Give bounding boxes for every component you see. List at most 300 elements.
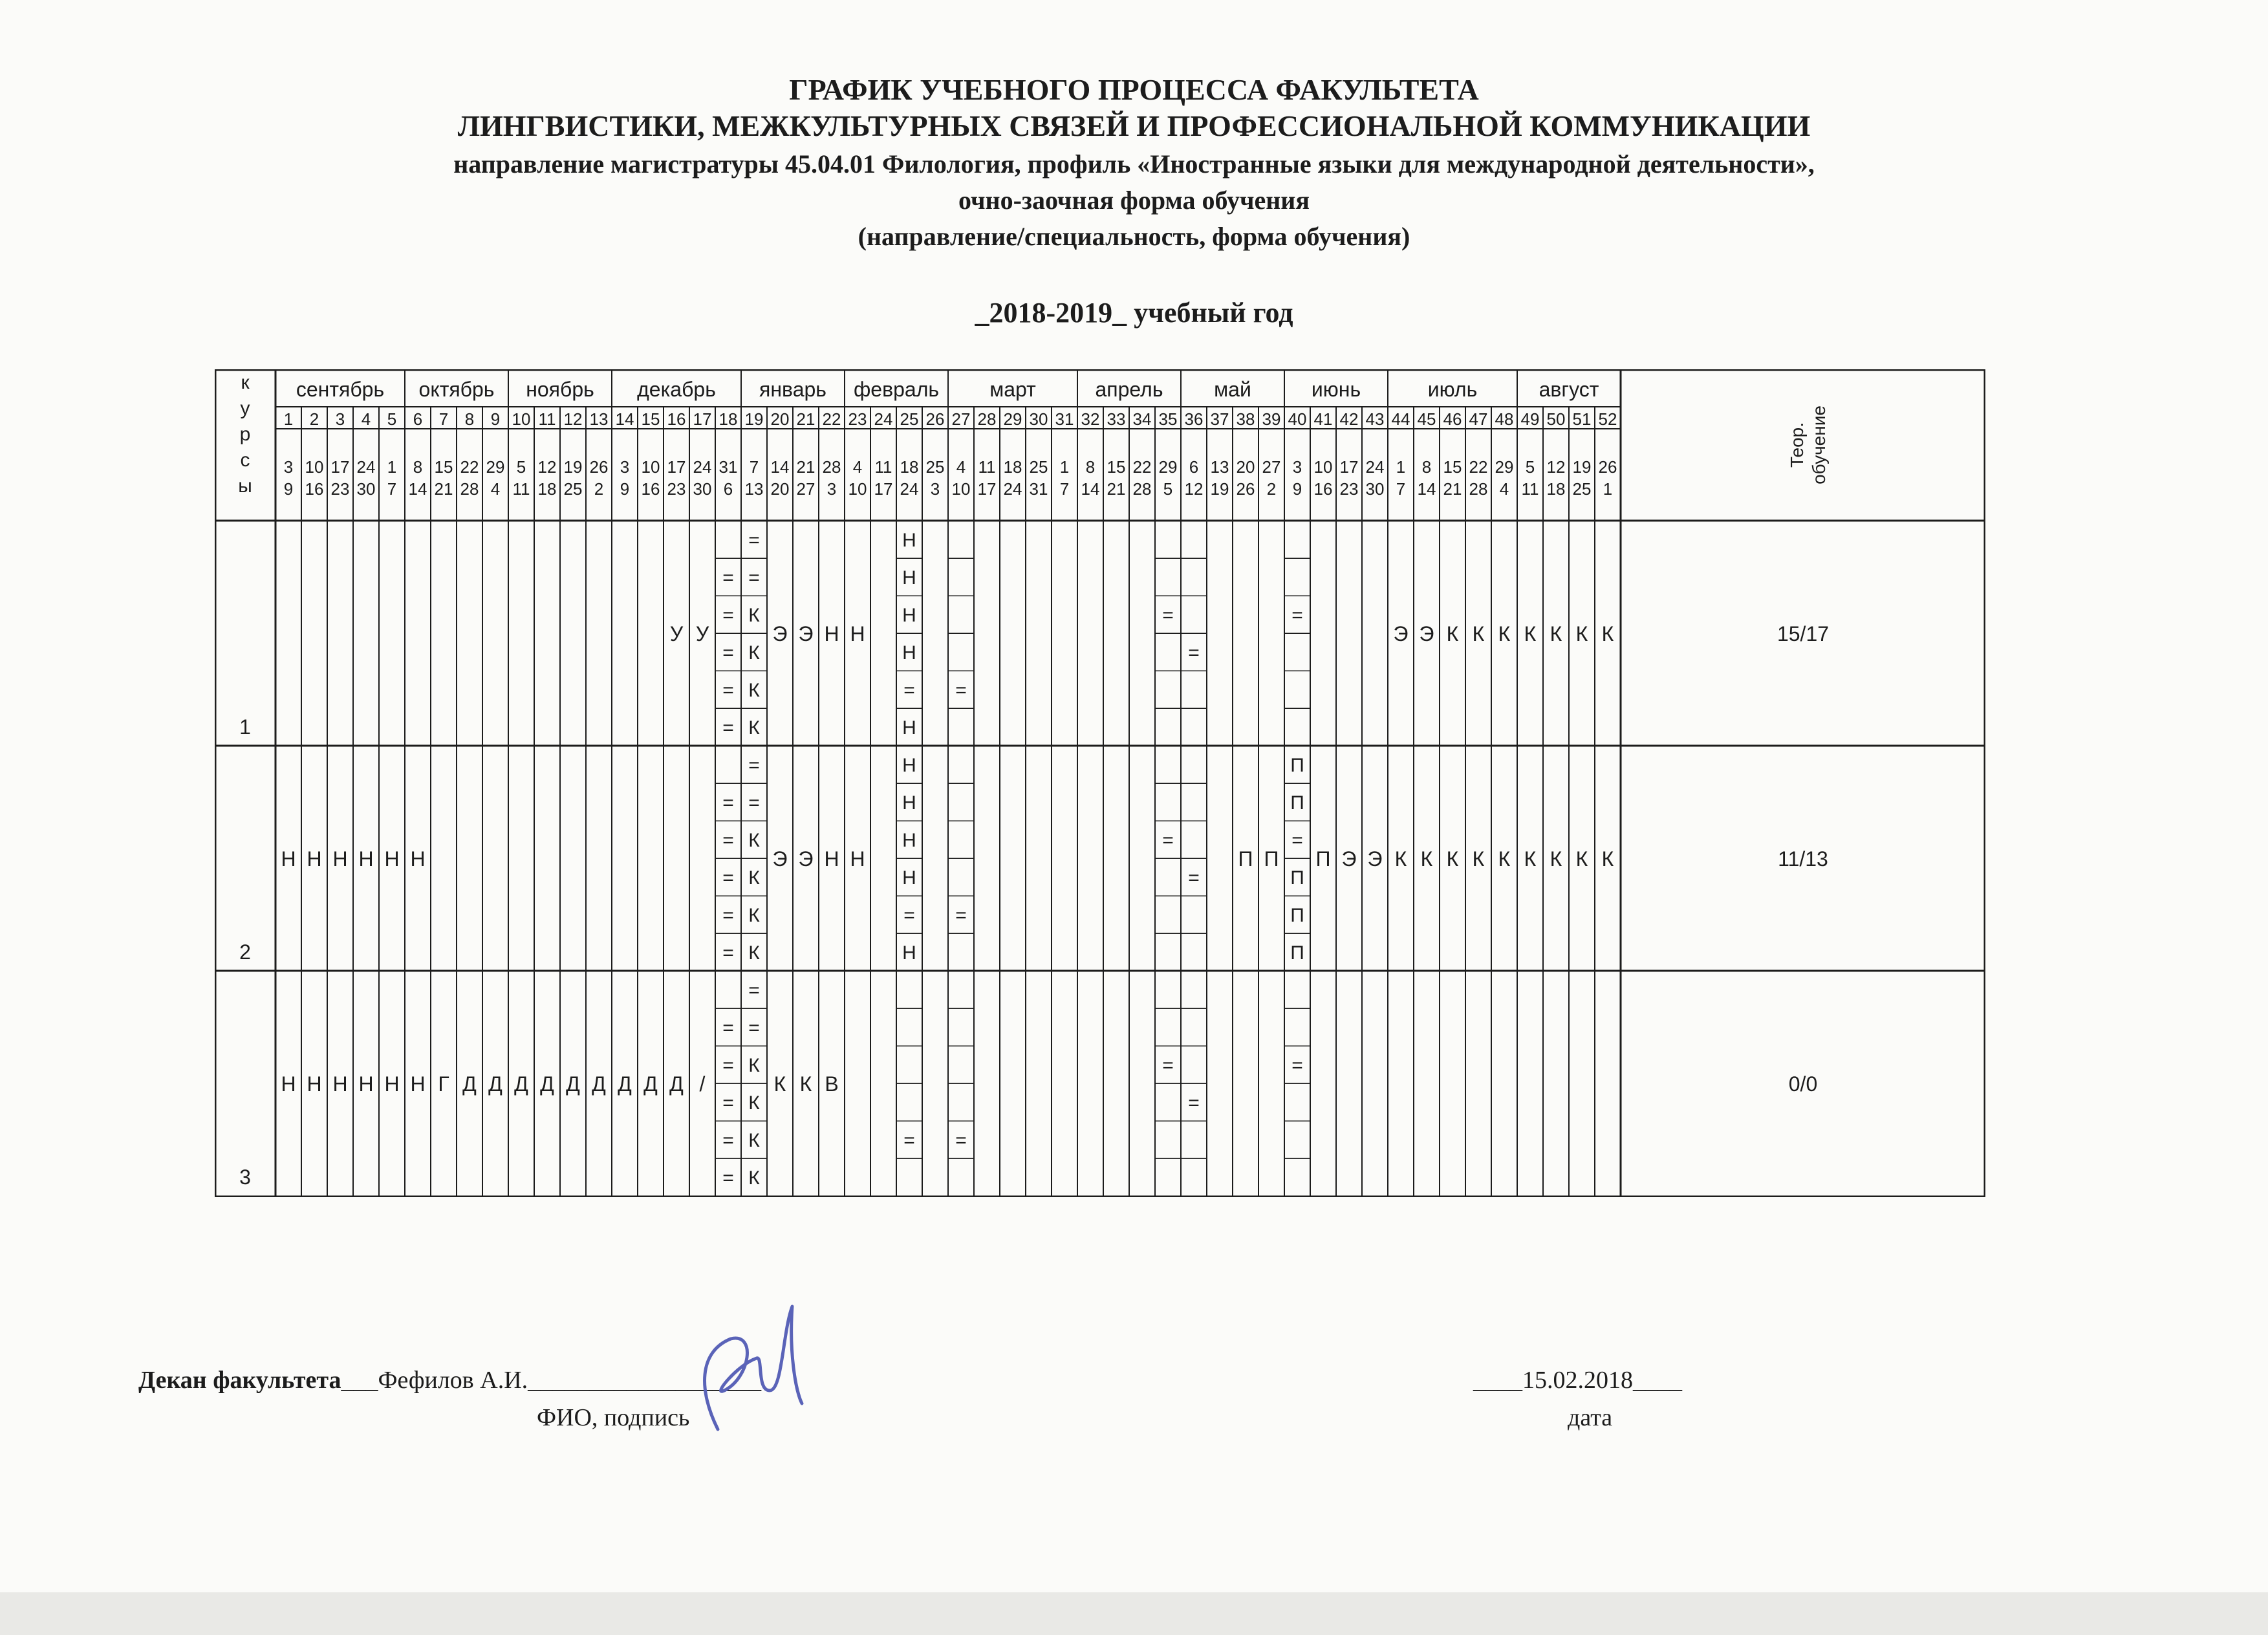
day-mark: =	[722, 830, 734, 851]
week-date-end: 26	[1236, 479, 1255, 499]
week-date-start: 6	[1189, 457, 1199, 477]
day-mark: К	[748, 1167, 760, 1189]
week-date-end: 9	[283, 479, 294, 499]
week-date-start: 31	[718, 457, 738, 477]
day-mark: =	[722, 717, 734, 739]
day-mark: =	[748, 530, 760, 551]
week-date-start: 24	[1365, 457, 1385, 477]
week-date-start: 11	[874, 457, 892, 477]
week-number: 5	[387, 409, 397, 429]
week-mark: Э	[1341, 847, 1357, 871]
week-date-end: 2	[1266, 479, 1277, 499]
week-mark: К	[1498, 622, 1511, 645]
week-mark: Н	[824, 847, 839, 871]
week-mark: К	[1472, 847, 1485, 871]
week-mark: Н	[332, 1072, 348, 1096]
week-date-end: 24	[1003, 479, 1022, 499]
week-date-end: 23	[1339, 479, 1359, 499]
week-number: 33	[1107, 409, 1126, 429]
week-date-start: 15	[1107, 457, 1126, 477]
academic-year: _2018-2019_ учебный год	[975, 297, 1293, 329]
day-mark: =	[1188, 642, 1200, 664]
day-mark: К	[748, 830, 760, 851]
day-mark: К	[748, 642, 760, 664]
week-date-start: 8	[1085, 457, 1096, 477]
week-mark: Н	[410, 1072, 426, 1096]
week-date-start: 22	[1469, 457, 1488, 477]
week-number: 13	[589, 409, 609, 429]
week-mark: Д	[540, 1072, 554, 1096]
week-date-start: 19	[1572, 457, 1592, 477]
week-date-end: 11	[512, 479, 530, 499]
week-number: 21	[796, 409, 815, 429]
day-mark: =	[1188, 1092, 1200, 1114]
week-mark: Н	[850, 847, 865, 871]
week-date-start: 10	[641, 457, 660, 477]
week-date-start: 21	[796, 457, 815, 477]
day-mark: К	[748, 680, 760, 701]
table-border	[215, 370, 1985, 1196]
day-mark: =	[722, 792, 734, 814]
week-date-end: 21	[434, 479, 453, 499]
day-mark: =	[748, 567, 760, 589]
week-number: 39	[1262, 409, 1281, 429]
week-date-end: 28	[1469, 479, 1488, 499]
day-mark: К	[748, 1130, 760, 1151]
week-mark: Н	[307, 1072, 322, 1096]
week-mark: Н	[824, 622, 839, 645]
dean-label: Декан факультета	[138, 1367, 341, 1394]
week-date-start: 27	[1262, 457, 1281, 477]
week-date-start: 8	[413, 457, 423, 477]
scan-edge	[0, 1592, 2268, 1635]
week-mark: К	[1601, 847, 1614, 871]
week-date-start: 1	[1059, 457, 1070, 477]
week-date-end: 2	[594, 479, 604, 499]
week-mark: К	[1524, 622, 1537, 645]
date-value: 15.02.2018	[1522, 1367, 1633, 1394]
month-label: январь	[759, 378, 826, 401]
week-date-end: 28	[1132, 479, 1152, 499]
week-date-end: 31	[1029, 479, 1048, 499]
day-mark: К	[748, 717, 760, 739]
week-number: 8	[464, 409, 475, 429]
week-date-end: 12	[1184, 479, 1204, 499]
week-date-end: 23	[330, 479, 350, 499]
week-mark: Н	[850, 622, 865, 645]
week-number: 23	[848, 409, 867, 429]
week-date-start: 25	[925, 457, 945, 477]
week-date-end: 18	[537, 479, 557, 499]
week-mark: К	[1550, 847, 1562, 871]
week-mark: Э	[798, 847, 814, 871]
course-header-letter: у	[240, 398, 250, 419]
day-mark: =	[1291, 830, 1303, 851]
week-mark: У	[669, 622, 684, 645]
week-date-start: 13	[1210, 457, 1229, 477]
week-number: 26	[925, 409, 945, 429]
week-date-start: 29	[1158, 457, 1178, 477]
week-date-start: 18	[1003, 457, 1022, 477]
week-number: 51	[1572, 409, 1592, 429]
week-date-end: 10	[951, 479, 971, 499]
week-number: 48	[1495, 409, 1514, 429]
week-date-start: 28	[822, 457, 841, 477]
day-mark: =	[722, 1130, 734, 1151]
week-number: 41	[1313, 409, 1333, 429]
theory-weeks-value: 15/17	[1777, 622, 1830, 645]
week-date-end: 14	[408, 479, 427, 499]
week-date-start: 17	[330, 457, 350, 477]
week-mark: П	[1315, 847, 1331, 871]
week-date-end: 10	[848, 479, 867, 499]
month-label: август	[1539, 378, 1599, 401]
week-number: 28	[977, 409, 997, 429]
week-mark: П	[1264, 847, 1279, 871]
week-date-start: 14	[770, 457, 790, 477]
week-mark: К	[1601, 622, 1614, 645]
study-form-line: очно-заочная форма обучения	[958, 186, 1310, 215]
week-date-end: 1	[1603, 479, 1613, 499]
week-number: 12	[563, 409, 583, 429]
theory-header-line: Теор.	[1787, 422, 1807, 468]
week-date-start: 5	[1525, 457, 1535, 477]
day-mark: =	[955, 1130, 967, 1151]
month-label: декабрь	[637, 378, 716, 401]
week-mark: Д	[592, 1072, 606, 1096]
week-number: 29	[1003, 409, 1022, 429]
week-date-end: 27	[796, 479, 815, 499]
theory-weeks-value: 0/0	[1788, 1072, 1818, 1096]
week-date-start: 25	[1029, 457, 1048, 477]
week-date-end: 14	[1081, 479, 1100, 499]
day-mark: =	[748, 792, 760, 814]
week-number: 42	[1339, 409, 1359, 429]
fio-caption: ФИО, подпись	[537, 1404, 690, 1431]
month-label: сентябрь	[296, 378, 385, 401]
week-date-start: 5	[516, 457, 526, 477]
day-mark: =	[722, 642, 734, 664]
week-mark: Э	[1419, 622, 1434, 645]
week-mark: К	[1446, 847, 1459, 871]
day-mark: =	[722, 605, 734, 626]
week-number: 50	[1546, 409, 1566, 429]
week-date-end: 19	[1210, 479, 1229, 499]
week-mark: Д	[669, 1072, 684, 1096]
week-date-end: 7	[1396, 479, 1406, 499]
signature-image	[673, 1294, 828, 1449]
week-date-start: 12	[537, 457, 557, 477]
week-date-end: 11	[1521, 479, 1539, 499]
day-mark: =	[722, 1017, 734, 1039]
week-mark: Н	[384, 847, 400, 871]
week-date-end: 30	[356, 479, 376, 499]
week-date-end: 21	[1443, 479, 1462, 499]
day-mark: К	[748, 1092, 760, 1114]
week-mark: Н	[307, 847, 322, 871]
week-number: 36	[1184, 409, 1204, 429]
day-mark: =	[1162, 1055, 1174, 1076]
month-label: июль	[1427, 378, 1478, 401]
week-date-start: 4	[956, 457, 966, 477]
week-mark: Э	[772, 847, 788, 871]
week-date-end: 7	[387, 479, 397, 499]
week-mark: Д	[462, 1072, 477, 1096]
day-mark: =	[1291, 605, 1303, 626]
week-mark: Д	[514, 1072, 528, 1096]
week-number: 4	[361, 409, 371, 429]
week-date-end: 3	[826, 479, 837, 499]
week-number: 10	[512, 409, 531, 429]
program-line: направление магистратуры 45.04.01 Филология, профиль «Иностранные языки для международной деятельности»,	[453, 149, 1815, 179]
week-date-end: 5	[1163, 479, 1173, 499]
day-mark: =	[748, 980, 760, 1001]
day-mark: =	[722, 905, 734, 926]
week-date-start: 17	[667, 457, 686, 477]
week-mark: Д	[618, 1072, 632, 1096]
week-mark: Н	[358, 847, 374, 871]
day-mark: К	[748, 605, 760, 626]
week-date-end: 17	[977, 479, 997, 499]
week-date-end: 4	[1499, 479, 1509, 499]
course-number: 3	[239, 1165, 251, 1189]
day-mark: К	[748, 905, 760, 926]
week-mark: Н	[358, 1072, 374, 1096]
week-number: 22	[822, 409, 841, 429]
week-number: 35	[1158, 409, 1178, 429]
day-mark: =	[748, 1017, 760, 1039]
week-date-start: 7	[749, 457, 759, 477]
title-line-2: ЛИНГВИСТИКИ, МЕЖКУЛЬТУРНЫХ СВЯЗЕЙ И ПРОФЕССИОНАЛЬНОЙ КОММУНИКАЦИИ	[457, 109, 1811, 142]
week-number: 25	[900, 409, 919, 429]
week-date-start: 10	[1313, 457, 1333, 477]
week-date-end: 16	[641, 479, 660, 499]
week-date-start: 26	[1598, 457, 1617, 477]
week-mark: /	[699, 1072, 706, 1096]
week-mark: Э	[1393, 622, 1409, 645]
week-date-end: 28	[460, 479, 479, 499]
week-mark: К	[1524, 847, 1537, 871]
week-number: 37	[1210, 409, 1229, 429]
day-mark: К	[748, 942, 760, 964]
week-date-start: 8	[1421, 457, 1432, 477]
day-mark: =	[722, 1055, 734, 1076]
week-number: 45	[1417, 409, 1436, 429]
day-mark: =	[955, 905, 967, 926]
week-date-start: 20	[1236, 457, 1255, 477]
week-mark: Г	[438, 1072, 449, 1096]
week-mark: К	[1575, 622, 1588, 645]
week-mark: К	[799, 1072, 812, 1096]
theory-header	[1787, 406, 1829, 484]
week-date-end: 16	[1313, 479, 1333, 499]
day-mark: =	[903, 680, 915, 701]
week-date-end: 20	[770, 479, 790, 499]
month-label: май	[1214, 378, 1251, 401]
course-header-letter: р	[239, 424, 251, 445]
week-date-start: 10	[305, 457, 324, 477]
week-date-start: 22	[1132, 457, 1152, 477]
week-mark: П	[1238, 847, 1253, 871]
course-header-letter: ы	[238, 475, 252, 497]
week-mark: Д	[566, 1072, 580, 1096]
week-date-start: 15	[1443, 457, 1462, 477]
week-date-start: 11	[978, 457, 996, 477]
week-date-end: 9	[620, 479, 630, 499]
week-mark: К	[1394, 847, 1407, 871]
day-mark: Н	[902, 605, 916, 626]
day-mark: =	[1291, 1055, 1303, 1076]
day-mark: Н	[902, 867, 916, 889]
day-mark: =	[903, 905, 915, 926]
course-header-letter: к	[241, 372, 250, 393]
week-mark: В	[825, 1072, 839, 1096]
month-label: октябрь	[418, 378, 495, 401]
day-mark: =	[722, 1167, 734, 1189]
day-mark: Н	[902, 830, 916, 851]
week-number: 19	[744, 409, 764, 429]
day-mark: Н	[902, 942, 916, 964]
week-date-start: 24	[693, 457, 712, 477]
week-mark: Н	[410, 847, 426, 871]
week-number: 18	[718, 409, 738, 429]
day-mark: =	[903, 1130, 915, 1151]
day-mark: К	[748, 867, 760, 889]
week-date-start: 29	[486, 457, 505, 477]
week-number: 24	[874, 409, 893, 429]
week-date-start: 3	[620, 457, 630, 477]
day-mark: =	[1188, 867, 1200, 889]
week-date-end: 21	[1107, 479, 1126, 499]
week-number: 30	[1029, 409, 1048, 429]
day-mark: =	[722, 942, 734, 964]
week-mark: Д	[643, 1072, 658, 1096]
week-number: 46	[1443, 409, 1462, 429]
dean-name: Фефилов А.И.	[378, 1367, 528, 1394]
week-date-end: 23	[667, 479, 686, 499]
day-mark: =	[722, 680, 734, 701]
week-date-start: 22	[460, 457, 479, 477]
week-number: 47	[1469, 409, 1488, 429]
week-number: 3	[335, 409, 345, 429]
week-number: 43	[1365, 409, 1385, 429]
week-date-end: 30	[1365, 479, 1385, 499]
week-number: 1	[283, 409, 294, 429]
week-date-end: 25	[1572, 479, 1592, 499]
day-mark: =	[1162, 605, 1174, 626]
day-mark: П	[1290, 942, 1304, 964]
month-label: февраль	[853, 378, 940, 401]
week-mark: К	[1446, 622, 1459, 645]
course-number: 1	[239, 715, 251, 739]
week-date-end: 3	[930, 479, 940, 499]
week-number: 32	[1081, 409, 1100, 429]
day-mark: =	[722, 1092, 734, 1114]
week-mark: К	[773, 1072, 786, 1096]
day-mark: Н	[902, 792, 916, 814]
week-date-start: 29	[1495, 457, 1514, 477]
week-date-end: 9	[1292, 479, 1302, 499]
month-label: ноябрь	[526, 378, 594, 401]
day-mark: Н	[902, 755, 916, 776]
day-mark: =	[722, 867, 734, 889]
title-line-1: ГРАФИК УЧЕБНОГО ПРОЦЕССА ФАКУЛЬТЕТА	[789, 73, 1479, 106]
week-date-end: 18	[1546, 479, 1566, 499]
week-number: 38	[1236, 409, 1255, 429]
week-date-end: 24	[900, 479, 919, 499]
week-date-end: 7	[1059, 479, 1070, 499]
week-number: 44	[1391, 409, 1410, 429]
week-number: 20	[770, 409, 790, 429]
week-number: 34	[1132, 409, 1152, 429]
day-mark: Н	[902, 717, 916, 739]
week-date-start: 24	[356, 457, 376, 477]
week-number: 15	[641, 409, 660, 429]
week-number: 49	[1520, 409, 1540, 429]
week-number: 2	[309, 409, 319, 429]
week-mark: К	[1420, 847, 1433, 871]
course-number: 2	[239, 940, 251, 964]
week-date-end: 14	[1417, 479, 1436, 499]
course-header-letter: с	[240, 449, 250, 471]
week-date-end: 30	[693, 479, 712, 499]
date-line: ____15.02.2018____	[1473, 1367, 1682, 1394]
week-mark: К	[1550, 622, 1562, 645]
day-mark: =	[1162, 830, 1174, 851]
week-mark: Д	[488, 1072, 502, 1096]
week-date-start: 3	[283, 457, 294, 477]
day-mark: Н	[902, 642, 916, 664]
week-date-start: 17	[1339, 457, 1359, 477]
day-mark: Н	[902, 530, 916, 551]
week-number: 6	[413, 409, 423, 429]
day-mark: =	[955, 680, 967, 701]
week-date-start: 15	[434, 457, 453, 477]
theory-weeks-value: 11/13	[1778, 847, 1828, 871]
week-number: 52	[1598, 409, 1617, 429]
week-date-start: 26	[589, 457, 609, 477]
week-number: 9	[490, 409, 501, 429]
month-label: апрель	[1095, 378, 1163, 401]
week-mark: К	[1472, 622, 1485, 645]
week-mark: Э	[798, 622, 814, 645]
week-date-end: 13	[744, 479, 764, 499]
theory-header-line: обучение	[1809, 406, 1829, 484]
day-mark: К	[748, 1055, 760, 1076]
week-mark: К	[1498, 847, 1511, 871]
day-mark: Н	[902, 567, 916, 589]
week-date-end: 6	[723, 479, 733, 499]
week-mark: Э	[772, 622, 788, 645]
week-date-start: 4	[852, 457, 863, 477]
week-date-start: 18	[900, 457, 919, 477]
week-date-start: 1	[387, 457, 397, 477]
day-mark: П	[1290, 905, 1304, 926]
week-date-start: 12	[1546, 457, 1566, 477]
week-date-start: 3	[1292, 457, 1302, 477]
month-label: март	[989, 378, 1036, 401]
week-date-end: 16	[305, 479, 324, 499]
week-date-start: 1	[1396, 457, 1406, 477]
week-mark: Н	[384, 1072, 400, 1096]
program-caption-line: (направление/специальность, форма обучения)	[858, 222, 1410, 251]
week-number: 31	[1055, 409, 1074, 429]
day-mark: =	[748, 755, 760, 776]
week-mark: К	[1575, 847, 1588, 871]
day-mark: П	[1290, 867, 1304, 889]
dean-signature-line: Декан факультета___Фефилов А.И.___________________	[138, 1367, 762, 1394]
day-mark: П	[1290, 792, 1304, 814]
